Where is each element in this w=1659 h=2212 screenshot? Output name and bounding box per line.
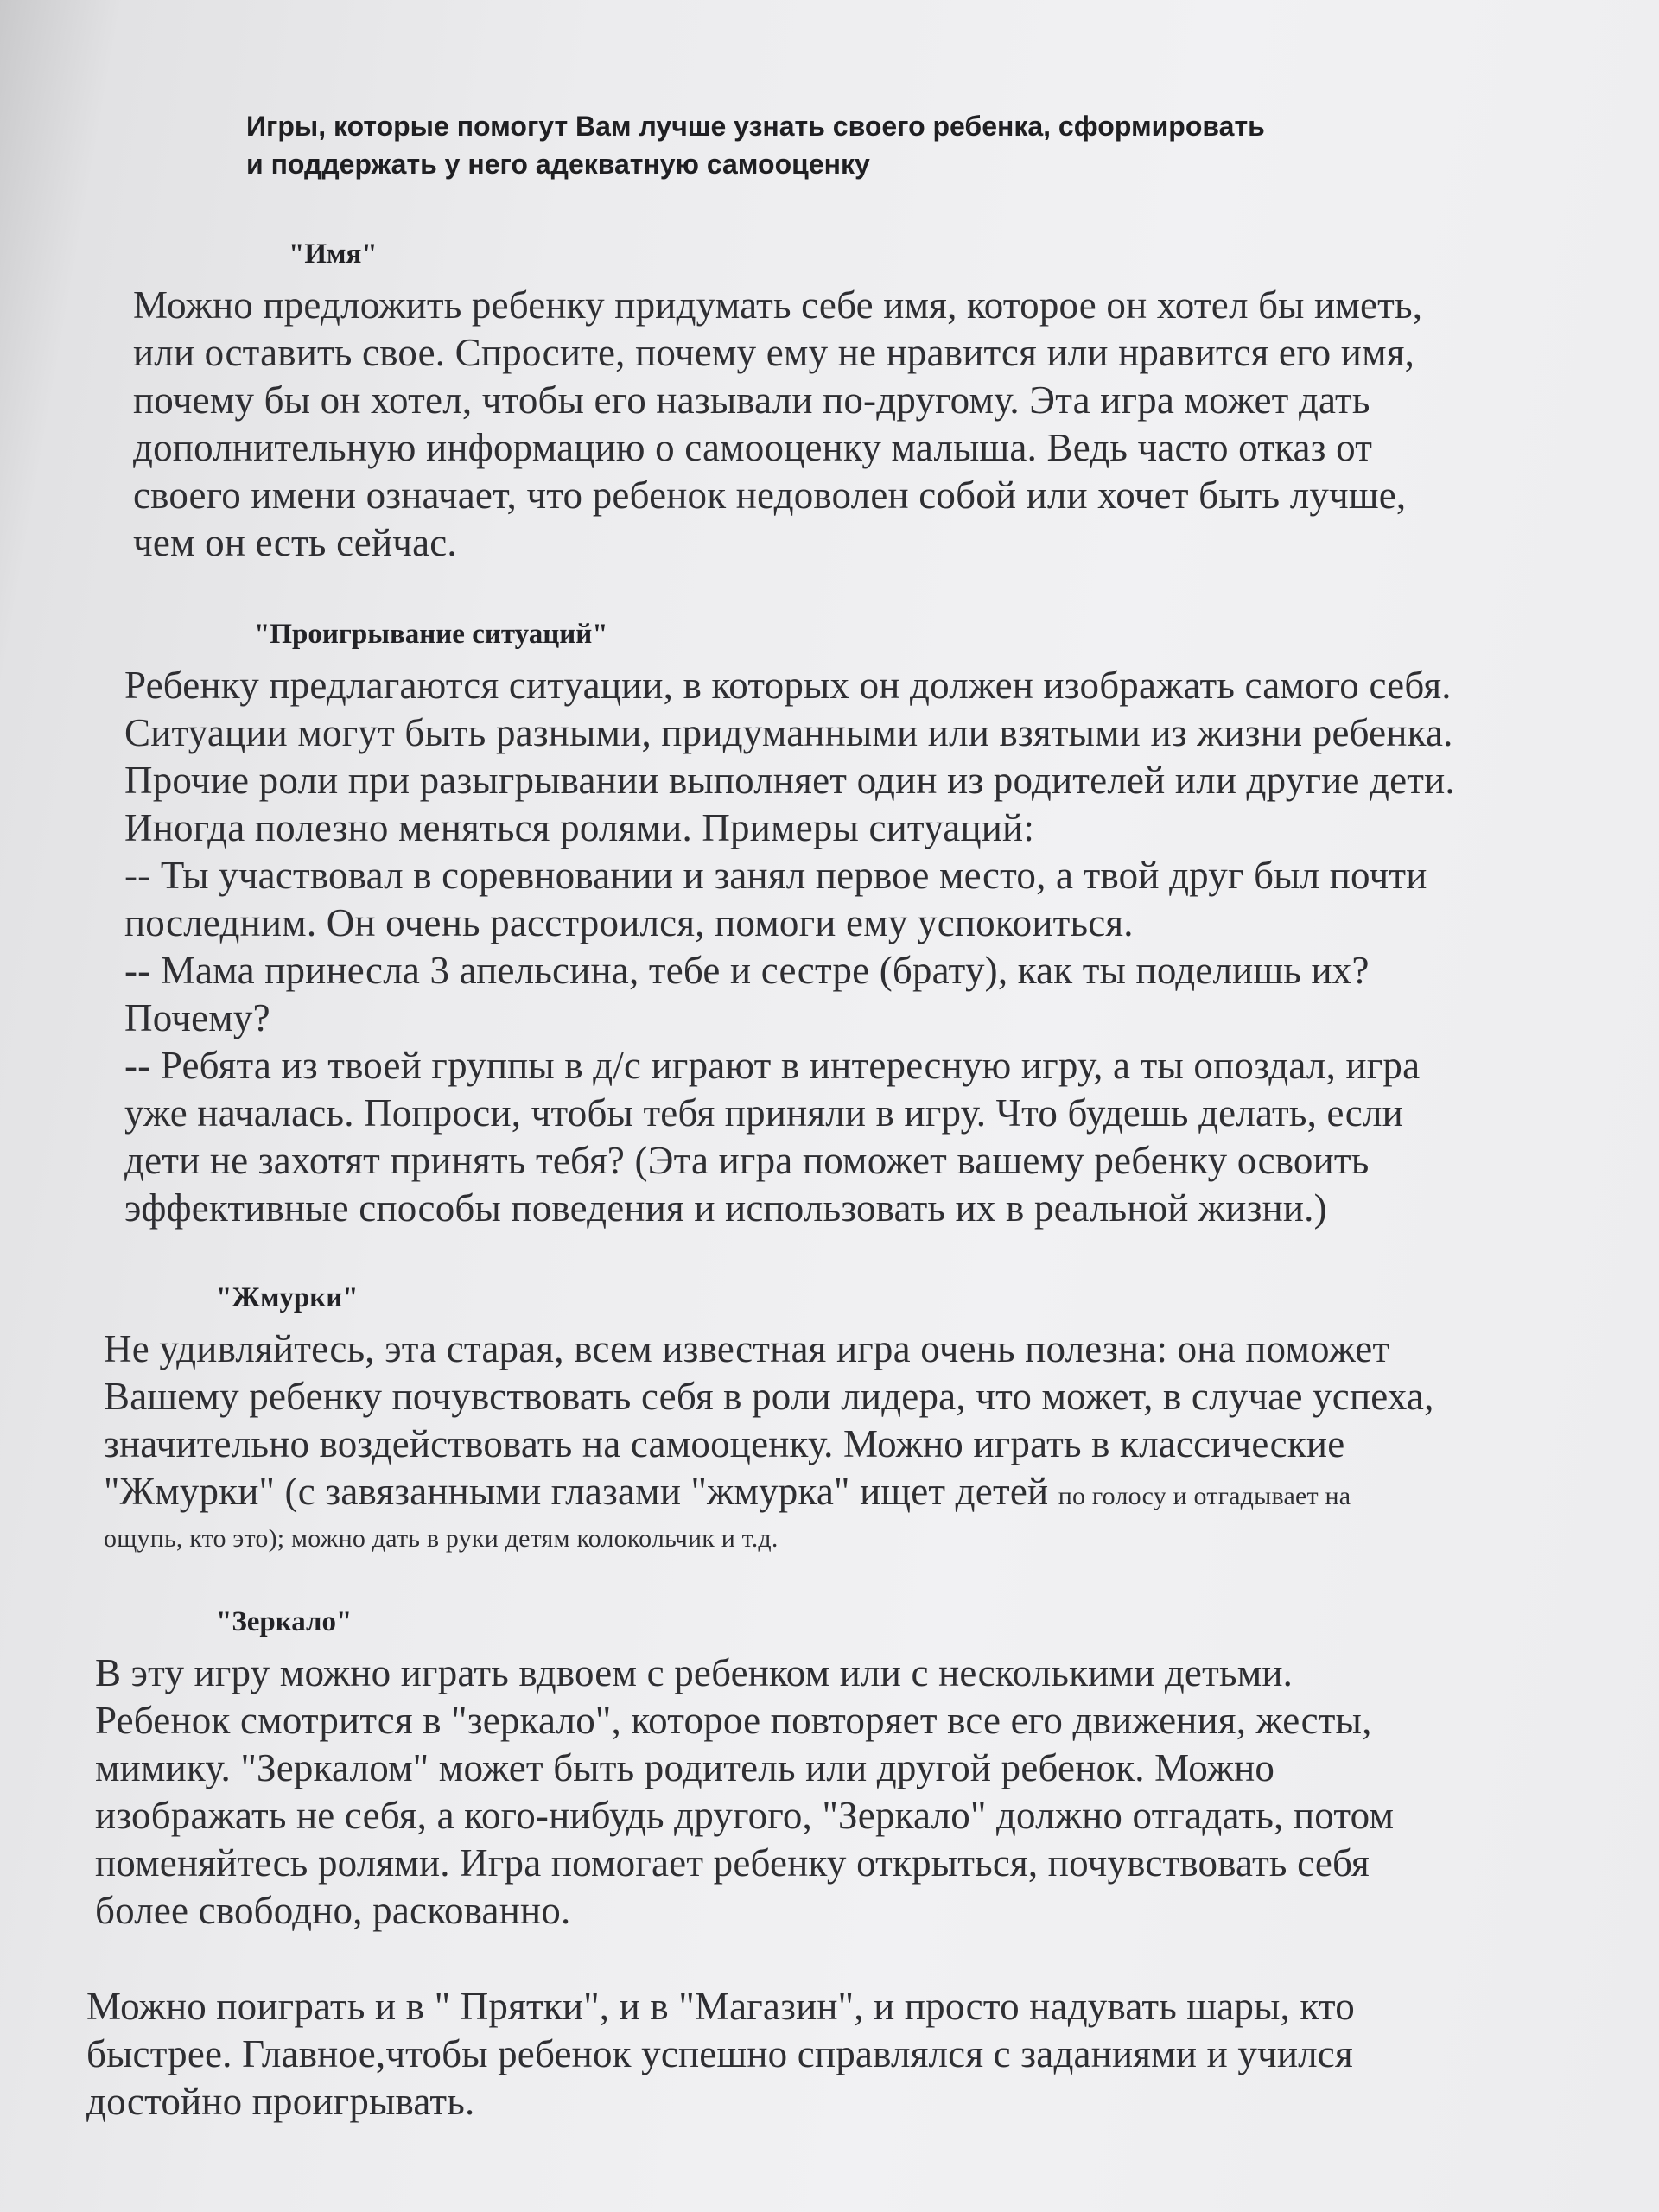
text-line: Не удивляйтесь, эта старая, всем известная игра очень полезна: она поможет xyxy=(104,1327,1390,1370)
section-paragraph xyxy=(133,282,1599,567)
text-line: Ребенку предлагаются ситуации, в которых он должен изображать самого себя. xyxy=(124,664,1452,707)
text-line: -- Мама принесла 3 апельсина, тебе и сестре (брату), как ты поделишь их? xyxy=(124,949,1370,992)
text-line-small: ощупь, кто это); можно дать в руки детям колокольчик и т.д. xyxy=(104,1524,779,1553)
text-line: или оставить свое. Спросите, почему ему не нравится или нравится его имя, xyxy=(133,331,1415,374)
title-line: и поддержать у него адекватную самооценку xyxy=(246,149,870,180)
text-line: дети не захотят принять тебя? (Эта игра поможет вашему ребенку освоить xyxy=(124,1139,1370,1182)
text-line: В эту игру можно играть вдвоем с ребенком или с несколькими детьми. xyxy=(95,1651,1294,1694)
text-line: эффективные способы поведения и использовать их в реальной жизни.) xyxy=(124,1186,1327,1230)
text-line: Вашему ребенку почувствовать себя в роли лидера, что может, в случае успеха, xyxy=(104,1375,1434,1418)
text-line: значительно воздействовать на самооценку. Можно играть в классические xyxy=(104,1422,1345,1465)
section-mirror xyxy=(95,1603,1599,1935)
text-line: поменяйтесь ролями. Игра помогает ребенку открыться, почувствовать себя xyxy=(95,1841,1370,1885)
text-line: своего имени означает, что ребенок недоволен собой или хочет быть лучше, xyxy=(133,474,1407,517)
text-line: Прочие роли при разыгрывании выполняет один из родителей или другие дети. xyxy=(124,759,1455,802)
section-paragraph xyxy=(86,1983,1599,2126)
text-line: -- Ребята из твоей группы в д/с играют в интересную игру, а ты опоздал, игра xyxy=(124,1044,1421,1087)
text-line: почему бы он хотел, чтобы его называли по-другому. Эта игра может дать xyxy=(133,378,1370,422)
closing-paragraph xyxy=(86,1983,1599,2126)
document-title xyxy=(246,107,1560,183)
text-line: Можно поиграть и в " Прятки", и в "Магазин", и просто надувать шары, кто xyxy=(86,1985,1355,2028)
text-line-small-tail: по голосу и отгадывает на xyxy=(1058,1482,1351,1510)
section-heading: "Имя" xyxy=(289,238,378,270)
section-paragraph xyxy=(104,1325,1599,1558)
section-role-play xyxy=(124,615,1599,1232)
text-line: Иногда полезно меняться ролями. Примеры ситуаций: xyxy=(124,806,1035,849)
text-line: Можно предложить ребенку придумать себе имя, которое он хотел бы иметь, xyxy=(133,283,1423,327)
section-heading: "Проигрывание ситуаций" xyxy=(254,619,608,650)
text-line: Почему? xyxy=(124,996,270,1039)
title-line: Игры, которые помогут Вам лучше узнать своего ребенка, сформировать xyxy=(246,111,1265,142)
section-paragraph xyxy=(95,1649,1599,1935)
text-line: Ситуации могут быть разными, придуманными или взятыми из жизни ребенка. xyxy=(124,711,1453,754)
section-blind-mans-buff xyxy=(104,1279,1599,1558)
text-line: чем он есть сейчас. xyxy=(133,521,457,564)
text-line: -- Ты участвовал в соревновании и занял первое место, а твой друг был почти xyxy=(124,854,1427,897)
text-line: изображать не себя, а кого-нибудь другого, "Зеркало" должно отгадать, потом xyxy=(95,1794,1395,1837)
text-line: мимику. "Зеркалом" может быть родитель или другой ребенок. Можно xyxy=(95,1746,1275,1789)
text-line: уже началась. Попроси, чтобы тебя приняли в игру. Что будешь делать, если xyxy=(124,1091,1403,1135)
text-line: дополнительную информацию о самооценку малыша. Ведь часто отказ от xyxy=(133,426,1373,469)
text-line-mixed xyxy=(104,1468,1599,1520)
text-line: более свободно, раскованно. xyxy=(95,1889,571,1932)
text-line: быстрее. Главное,чтобы ребенок успешно справлялся с заданиями и учился xyxy=(86,2032,1353,2075)
section-paragraph xyxy=(124,662,1599,1232)
section-heading: "Зеркало" xyxy=(216,1606,353,1637)
text-line: Ребенок смотрится в "зеркало", которое повторяет все его движения, жесты, xyxy=(95,1699,1372,1742)
text-line: достойно проигрывать. xyxy=(86,2080,475,2123)
text-line-main: "Жмурки" (с завязанными глазами "жмурка" ищет детей xyxy=(104,1470,1058,1513)
section-name-game xyxy=(133,235,1599,567)
section-heading: "Жмурки" xyxy=(216,1282,359,1313)
text-line: последним. Он очень расстроился, помоги ему успокоиться. xyxy=(124,901,1134,944)
